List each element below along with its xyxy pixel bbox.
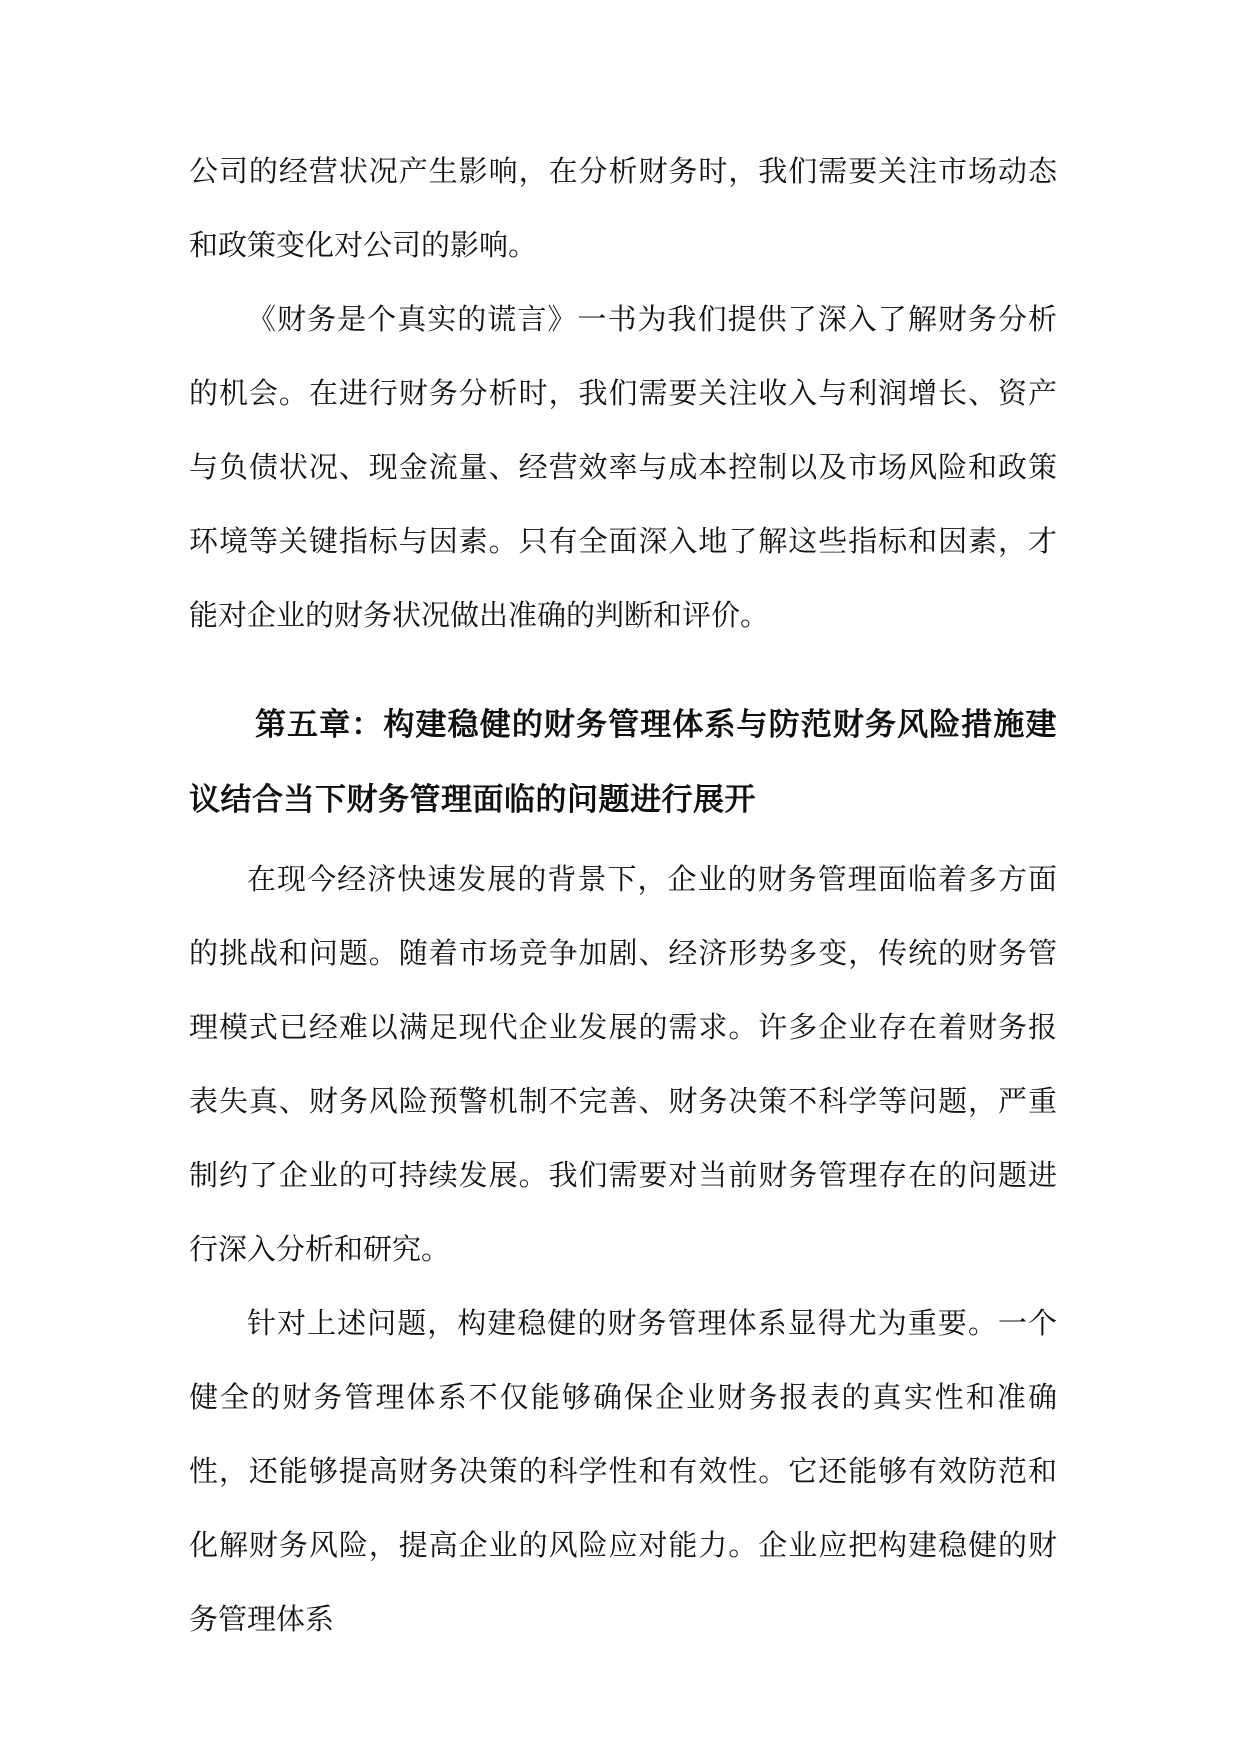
body-paragraph-book-summary: 《财务是个真实的谎言》一书为我们提供了深入了解财务分析的机会。在进行财务分析时，我们需要关注收入与利润增长、资产与负债状况、现金流量、经营效率与成本控制以及市场风险和政策环境等关键指标与因素。只有全面深入地了解这些指标和因素，才能对企业的财务状况做出准确的判断和评价。	[189, 302, 1057, 632]
body-paragraph-solutions: 针对上述问题，构建稳健的财务管理体系显得尤为重要。一个健全的财务管理体系不仅能够确保企业财务报表的真实性和准确性，还能够提高财务决策的科学性和有效性。它还能够有效防范和化解财务风险，提高企业的风险应对能力。企业应把构建稳健的财务管理体系	[189, 1306, 1057, 1636]
page-content	[189, 134, 1057, 1656]
body-paragraph-challenges: 在现今经济快速发展的背景下，企业的财务管理面临着多方面的挑战和问题。随着市场竞争加剧、经济形势多变，传统的财务管理模式已经难以满足现代企业发展的需求。许多企业存在着财务报表失真、财务风险预警机制不完善、财务决策不科学等问题，严重制约了企业的可持续发展。我们需要对当前财务管理存在的问题进行深入分析和研究。	[189, 862, 1057, 1266]
chapter-title: 第五章：构建稳健的财务管理体系与防范财务风险措施建议结合当下财务管理面临的问题进行展开	[189, 707, 1057, 818]
body-paragraph-continuation: 公司的经营状况产生影响，在分析财务时，我们需要关注市场动态和政策变化对公司的影响。	[189, 154, 1057, 262]
